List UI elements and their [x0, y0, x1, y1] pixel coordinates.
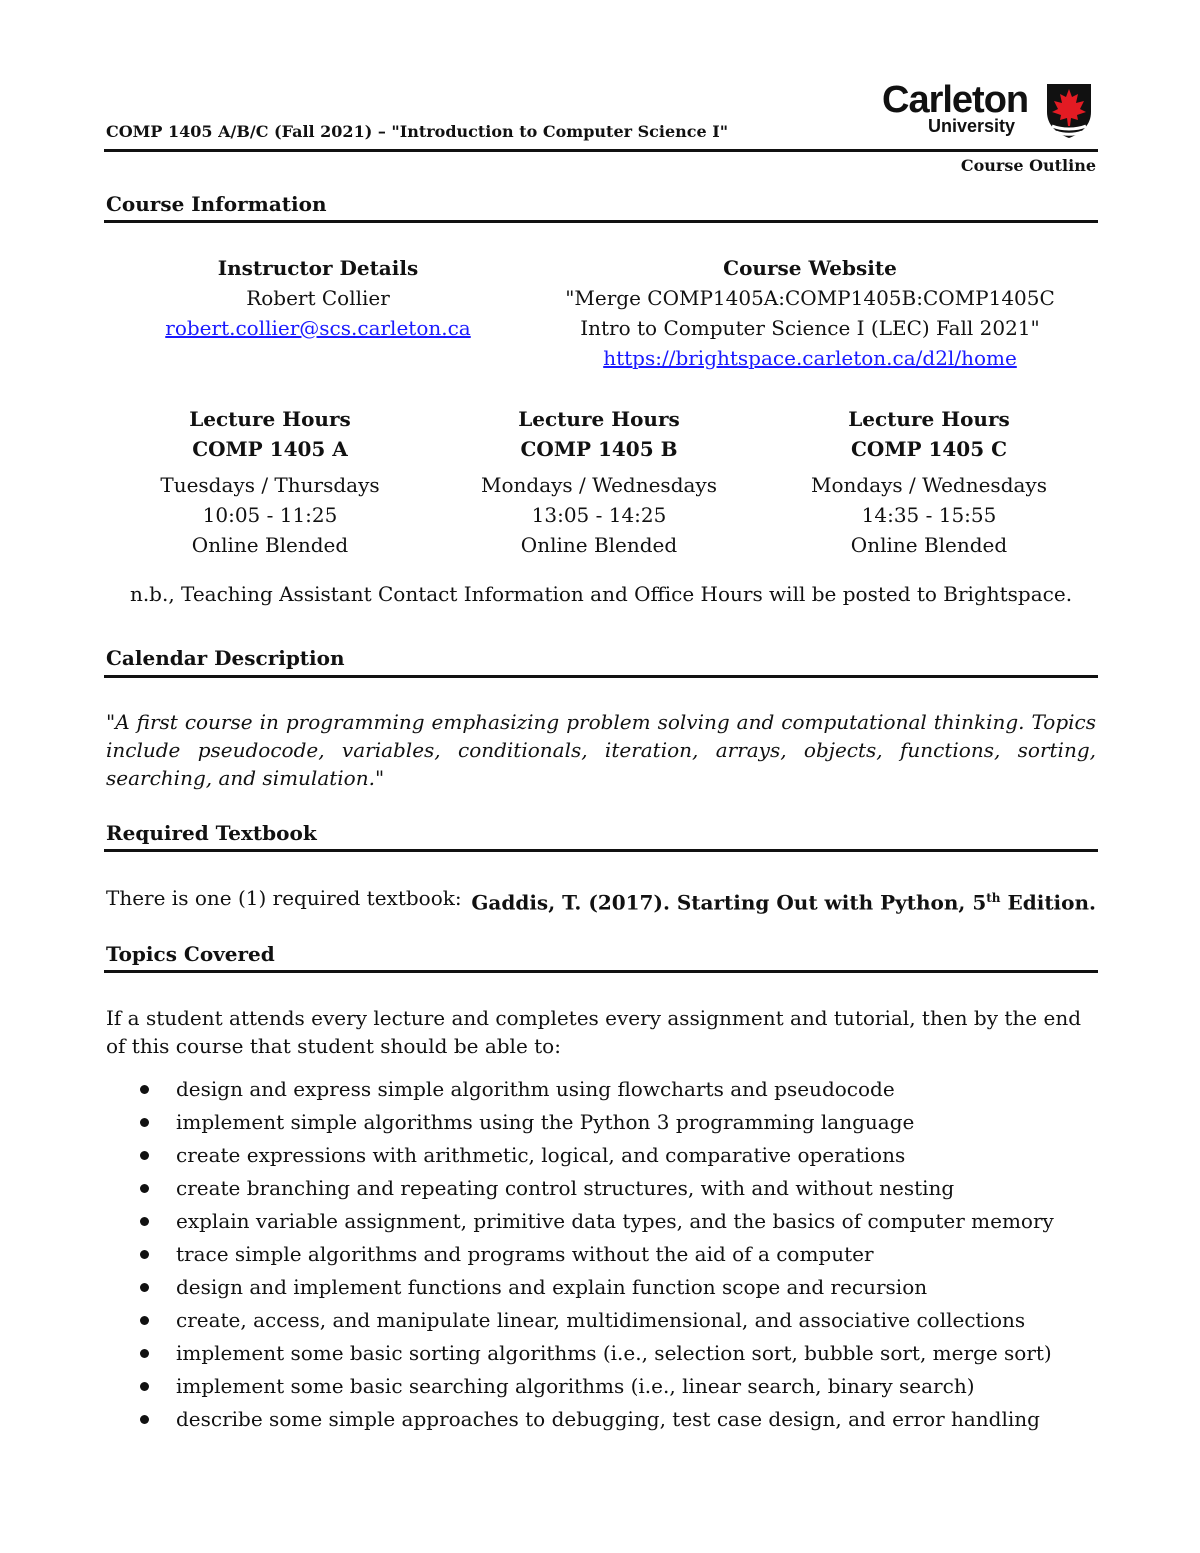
- shield-icon: [1044, 82, 1094, 140]
- bullet-icon: [140, 1415, 149, 1424]
- instructor-heading: Instructor Details: [217, 256, 419, 280]
- citation-main: Gaddis, T. (2017). Starting Out with Python, 5: [471, 890, 987, 915]
- lecture-days: Mondays / Wednesdays: [811, 473, 1047, 497]
- lecture-heading: Lecture Hours: [848, 407, 1010, 431]
- lecture-time: 14:35 - 15:55: [861, 503, 997, 527]
- lecture-days: Tuesdays / Thursdays: [160, 473, 380, 497]
- bullet-icon: [140, 1085, 149, 1094]
- ta-note: n.b., Teaching Assistant Contact Information and Office Hours will be posted to Brightspace.: [129, 582, 1073, 606]
- doc-type-label: Course Outline: [960, 156, 1096, 175]
- section-heading-course-information: Course Information: [106, 192, 327, 216]
- citation-edition: Edition.: [1000, 890, 1096, 915]
- lecture-days: Mondays / Wednesdays: [481, 473, 717, 497]
- course-website: [560, 253, 1060, 373]
- bullet-icon: [140, 1316, 149, 1325]
- website-line-1: "Merge COMP1405A:COMP1405B:COMP1405C: [565, 286, 1055, 310]
- course-title-line: COMP 1405 A/B/C (Fall 2021) – "Introduction to Computer Science I": [106, 122, 729, 141]
- citation-superscript: th: [986, 891, 1001, 905]
- lecture-time: 13:05 - 14:25: [531, 503, 667, 527]
- website-line-2: Intro to Computer Science I (LEC) Fall 2021": [580, 316, 1040, 340]
- list-item: design and express simple algorithm using flowcharts and pseudocode: [106, 1074, 1096, 1107]
- lecture-heading: Lecture Hours: [518, 407, 680, 431]
- section-rule: [104, 849, 1098, 852]
- bullet-icon: [140, 1118, 149, 1127]
- list-item: implement some basic searching algorithms (i.e., linear search, binary search): [106, 1371, 1096, 1404]
- list-item: design and implement functions and explain function scope and recursion: [106, 1272, 1096, 1305]
- textbook-intro: There is one (1) required textbook:: [106, 886, 462, 910]
- lecture-heading: Lecture Hours: [189, 407, 351, 431]
- website-heading: Course Website: [723, 256, 897, 280]
- section-rule: [104, 970, 1098, 973]
- lecture-mode: Online Blended: [520, 533, 678, 557]
- lecture-mode: Online Blended: [850, 533, 1008, 557]
- logo-wordmark: Carleton: [882, 79, 1029, 121]
- logo-subtitle: University: [928, 116, 1016, 136]
- topics-intro: If a student attends every lecture and completes every assignment and tutorial, then by the end of this course that student should be able to:: [106, 1006, 1081, 1058]
- bullet-icon: [140, 1217, 149, 1226]
- lecture-section: COMP 1405 B: [520, 437, 678, 461]
- textbook-citation: [471, 884, 1096, 917]
- lecture-block-b: [449, 404, 749, 560]
- list-item: explain variable assignment, primitive data types, and the basics of computer memory: [106, 1206, 1096, 1239]
- bullet-icon: [140, 1382, 149, 1391]
- list-item: trace simple algorithms and programs without the aid of a computer: [106, 1239, 1096, 1272]
- lecture-block-c: [779, 404, 1079, 560]
- instructor-email-link[interactable]: robert.collier@scs.carleton.ca: [165, 316, 471, 340]
- list-item: create, access, and manipulate linear, multidimensional, and associative collections: [106, 1305, 1096, 1338]
- list-item: create branching and repeating control structures, with and without nesting: [106, 1173, 1096, 1206]
- section-heading-textbook: Required Textbook: [106, 821, 317, 845]
- instructor-details: [118, 253, 518, 343]
- instructor-name: Robert Collier: [246, 286, 390, 310]
- lecture-section: COMP 1405 C: [850, 437, 1008, 461]
- lecture-block-a: [120, 404, 420, 560]
- bullet-icon: [140, 1184, 149, 1193]
- header-rule: [104, 149, 1098, 152]
- topics-list: [106, 1074, 1096, 1437]
- lecture-mode: Online Blended: [191, 533, 349, 557]
- bullet-icon: [140, 1151, 149, 1160]
- website-url-link[interactable]: https://brightspace.carleton.ca/d2l/home: [603, 346, 1017, 370]
- section-heading-topics: Topics Covered: [106, 942, 275, 966]
- list-item: implement simple algorithms using the Python 3 programming language: [106, 1107, 1096, 1140]
- section-rule: [104, 220, 1098, 223]
- lecture-time: 10:05 - 11:25: [202, 503, 338, 527]
- bullet-icon: [140, 1283, 149, 1292]
- list-item: describe some simple approaches to debugging, test case design, and error handling: [106, 1404, 1096, 1437]
- calendar-description: "A first course in programming emphasizing problem solving and computational thinking. Topics include pseudocode, variables, conditionals, iteration, arrays, objects, functions, sorting, searching, and simulation.": [106, 710, 1096, 790]
- carleton-logo: [882, 80, 1098, 142]
- list-item: create expressions with arithmetic, logical, and comparative operations: [106, 1140, 1096, 1173]
- bullet-icon: [140, 1250, 149, 1259]
- section-heading-calendar: Calendar Description: [106, 646, 345, 670]
- lecture-section: COMP 1405 A: [192, 437, 348, 461]
- section-rule: [104, 675, 1098, 678]
- bullet-icon: [140, 1349, 149, 1358]
- list-item: implement some basic sorting algorithms (i.e., selection sort, bubble sort, merge sort): [106, 1338, 1096, 1371]
